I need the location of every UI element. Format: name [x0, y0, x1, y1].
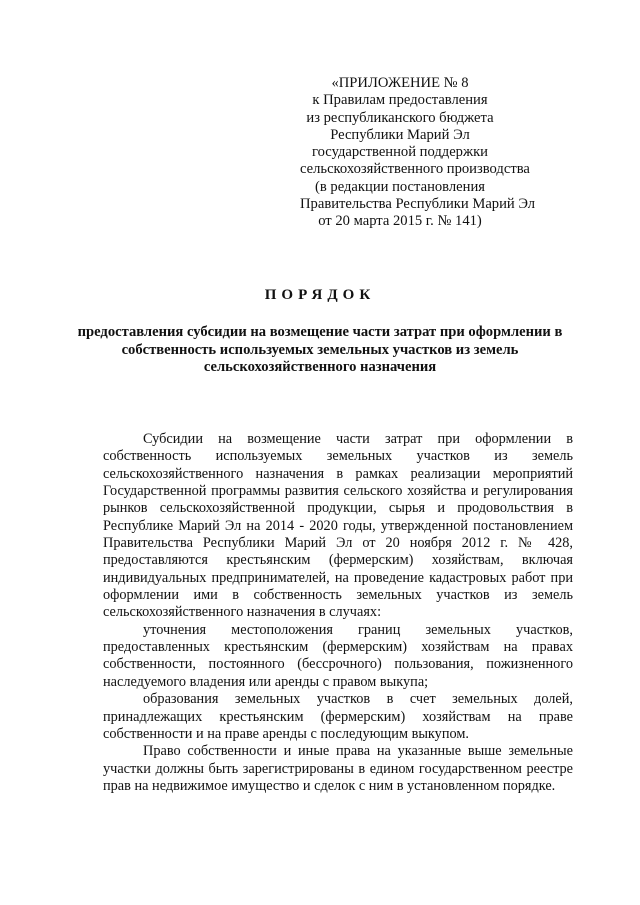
appendix-line: «ПРИЛОЖЕНИЕ № 8 — [331, 75, 469, 91]
document-subtitle: предоставления субсидии на возмещение части затрат при оформлении в собственность используемых земельных участков из земель сельскохозяйственного назначения — [77, 324, 563, 375]
paragraph: Право собственности и иные права на указанные выше земельные участки должны быть зарегистрированы в едином государственном реестре прав на недвижимое имущество и сделок с ним в установленном порядке. — [103, 743, 573, 794]
appendix-line: Правительства Республики Марий Эл — [300, 196, 536, 213]
appendix-line: сельскохозяйственного производства — [300, 161, 530, 178]
appendix-header — [300, 75, 536, 231]
appendix-line: от 20 марта 2015 г. № 141) — [318, 213, 482, 230]
paragraph: образования земельных участков в счет земельных долей, принадлежащих крестьянским (фермерским) хозяйствам на праве собственности и на праве аренды с последующим выкупом. — [103, 691, 573, 742]
appendix-line: (в редакции постановления — [315, 178, 485, 195]
document-title: ПОРЯДОК — [264, 287, 376, 303]
paragraph: уточнения местоположения границ земельных участков, предоставленных крестьянским (фермерским) хозяйствам на правах собственности, постоянного (бессрочного) пользования, пожизненного наследуемого владения или аренды с правом выкупа; — [103, 621, 573, 690]
appendix-line: Республики Марий Эл — [330, 126, 470, 143]
paragraph: Субсидии на возмещение части затрат при оформлении в собственность используемых земельных участков из земель сельскохозяйственного назначения в рамках реализации мероприятий Государственной программы развития сельского хозяйства и регулирования рынков сельскохозяйственной продукции, сырья и продовольствия в Республике Марий Эл на 2014 - 2020 годы, утвержденной постановлением Правительства Республики Марий Эл от 20 ноября 2012 г. № 428, предоставляются крестьянским (фермерским) хозяйствам, включая индивидуальных предпринимателей, на проведение кадастровых работ при оформлении ими в собственность земельных участков из земель сельскохозяйственного назначения в случаях: — [103, 431, 573, 621]
appendix-line: государственной поддержки — [312, 144, 488, 161]
document-body — [103, 431, 573, 795]
appendix-line: к Правилам предоставления — [312, 92, 488, 109]
appendix-line: из республиканского бюджета — [306, 109, 494, 126]
